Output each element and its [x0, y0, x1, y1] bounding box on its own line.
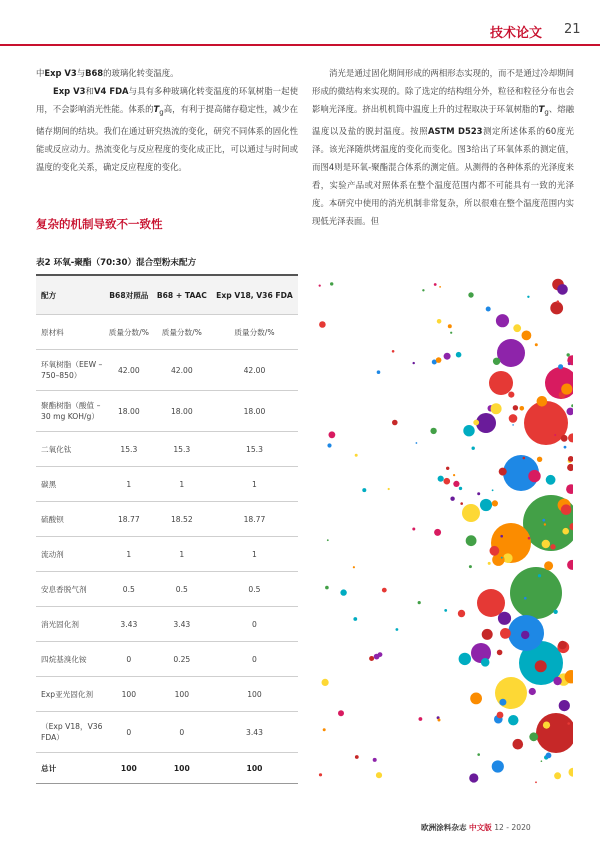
paint-droplet [568, 433, 573, 442]
table-cell: 1 [211, 467, 298, 502]
paint-droplet [558, 641, 567, 650]
table-cell: 原材料 [36, 315, 105, 350]
paint-droplet [456, 352, 462, 358]
table-cell: 0 [105, 642, 153, 677]
table-cell: 四烷基溴化铵 [36, 642, 105, 677]
table-cell: 质量分数/% [153, 315, 211, 350]
paint-droplet [418, 601, 421, 604]
paint-droplet [557, 300, 560, 303]
table-cell: 1 [105, 537, 153, 572]
paint-droplet [472, 447, 475, 450]
table-cell: 3.43 [153, 607, 211, 642]
right-column [312, 64, 574, 230]
paint-droplet [567, 464, 573, 471]
table-cell: 42.00 [211, 350, 298, 391]
paint-droplet [558, 364, 563, 369]
paint-droplet [553, 610, 557, 614]
paint-droplet [564, 446, 567, 449]
paint-droplet [503, 553, 513, 563]
paint-droplet [566, 484, 573, 494]
paint-droplet [512, 424, 514, 426]
paint-droplet [567, 353, 570, 356]
table-cell: 100 [105, 753, 153, 784]
paint-droplet [499, 468, 507, 476]
paint-droplet [392, 350, 395, 353]
table-cell: 质量分数/% [105, 315, 153, 350]
footer-brand: 欧洲涂料杂志 [421, 823, 467, 832]
paint-droplet [459, 653, 471, 665]
table-cell: 100 [153, 753, 211, 784]
paint-droplet [437, 319, 442, 324]
page-number: 21 [564, 22, 581, 37]
table-cell: 15.3 [153, 432, 211, 467]
paint-droplet [419, 717, 423, 721]
paint-droplet [369, 656, 374, 661]
paint-droplet [430, 428, 436, 434]
table-header-cell: 配方 [36, 276, 105, 315]
table-row [36, 537, 298, 572]
paint-droplet [492, 760, 504, 772]
paint-droplet [468, 292, 473, 297]
paint-droplet [520, 406, 525, 411]
paint-droplet [562, 528, 569, 535]
section-subheading: 复杂的机制导致不一致性 [36, 217, 163, 231]
paint-droplet [527, 296, 529, 298]
paint-droplet [538, 574, 541, 577]
table-row [36, 572, 298, 607]
paint-droplet [567, 722, 570, 725]
paint-droplet [355, 755, 359, 759]
paint-droplet [353, 617, 357, 621]
paint-droplet [498, 612, 511, 625]
table-row [36, 677, 298, 712]
paint-blob [477, 589, 505, 617]
paint-droplet [458, 610, 465, 617]
paint-droplet [550, 544, 555, 549]
paint-droplet [557, 284, 568, 295]
paint-droplet [329, 431, 336, 438]
table-cell: 消光固化剂 [36, 607, 105, 642]
paint-droplet [444, 609, 447, 612]
table-cell: 18.00 [211, 391, 298, 432]
paint-splash-illustration [311, 273, 573, 791]
header-rule [0, 44, 600, 46]
paint-droplet [330, 282, 333, 285]
paint-droplet [535, 343, 538, 346]
table-cell: 0.5 [105, 572, 153, 607]
paint-droplet [434, 529, 441, 536]
paint-droplet [554, 772, 561, 779]
paint-droplet [450, 332, 452, 334]
paint-droplet [535, 660, 547, 672]
table-header-cell: B68对照品 [105, 276, 153, 315]
paint-droplet [319, 773, 322, 776]
paint-droplet [469, 773, 478, 782]
table-cell: 安息香脱气剂 [36, 572, 105, 607]
paint-droplet [438, 719, 441, 722]
paint-droplet [537, 457, 542, 462]
paint-droplet [513, 324, 521, 332]
paint-droplet [529, 688, 536, 695]
paint-droplet [319, 321, 326, 328]
table-cell: 1 [105, 467, 153, 502]
paint-droplet [416, 442, 418, 444]
table-cell: 15.3 [105, 432, 153, 467]
paint-droplet [453, 474, 455, 476]
footer-issue: 12 - 2020 [494, 823, 531, 832]
paint-droplet [463, 425, 474, 436]
paint-droplet [480, 499, 492, 511]
table-cell: 0.25 [153, 642, 211, 677]
paint-droplet [413, 362, 415, 364]
paint-droplet [550, 302, 563, 315]
paint-droplet [497, 650, 503, 656]
paint-droplet [561, 435, 568, 442]
paint-droplet [544, 523, 546, 525]
paint-droplet [509, 414, 518, 423]
paint-droplet [554, 434, 556, 436]
paint-droplet [374, 654, 380, 660]
table-row [36, 712, 298, 753]
table-cell: 15.3 [211, 432, 298, 467]
paint-droplet [490, 546, 500, 556]
paint-droplet [508, 715, 518, 725]
table-header-cell: Exp V18, V36 FDA [211, 276, 298, 315]
table-cell: 100 [153, 677, 211, 712]
paint-droplet [567, 560, 573, 570]
paint-droplet [362, 488, 366, 492]
paint-droplet [522, 331, 532, 341]
paint-blob [536, 713, 573, 753]
paint-droplet [501, 557, 503, 559]
table-cell: 1 [153, 467, 211, 502]
footer-edition: 中文版 [468, 823, 492, 832]
paint-droplet [528, 470, 540, 482]
paint-droplet [513, 405, 518, 410]
paint-droplet [338, 710, 344, 716]
paint-droplet [542, 519, 545, 522]
paint-droplet [535, 781, 537, 783]
section-title: 技术论文 [490, 26, 543, 41]
paint-droplet [569, 768, 574, 777]
paint-droplet [469, 565, 472, 568]
paint-droplet [496, 314, 509, 327]
table-cell: 0 [211, 607, 298, 642]
table-cell: 3.43 [105, 607, 153, 642]
table-row [36, 607, 298, 642]
paint-droplet [493, 358, 500, 365]
paint-droplet [521, 631, 529, 639]
table-header-cell: B68 + TAAC [153, 276, 211, 315]
table-header-row [36, 276, 298, 315]
table-cell: 0 [153, 712, 211, 753]
paint-droplet [544, 561, 553, 570]
paint-droplet [561, 504, 572, 515]
paint-droplet [500, 628, 511, 639]
paint-droplet [470, 693, 482, 705]
paint-droplet [477, 492, 480, 495]
paint-droplet [559, 700, 570, 711]
paint-droplet [448, 324, 452, 328]
paint-droplet [500, 535, 503, 538]
paint-droplet [446, 467, 449, 470]
paint-droplet [473, 420, 479, 426]
table-row [36, 467, 298, 502]
table-cell: 质量分数/% [211, 315, 298, 350]
paint-droplet [529, 732, 538, 741]
table-cell: 硫酸钡 [36, 502, 105, 537]
table-cell: 42.00 [105, 350, 153, 391]
paint-droplet [444, 478, 451, 485]
paint-droplet [561, 384, 572, 395]
paint-droplet [508, 392, 514, 398]
paint-droplet [513, 739, 524, 750]
table-cell: 18.77 [105, 502, 153, 537]
table-cell: 二氧化钛 [36, 432, 105, 467]
paint-droplet [322, 679, 329, 686]
table-row [36, 391, 298, 432]
paint-droplet [327, 443, 331, 447]
paint-droplet [355, 454, 358, 457]
table-cell: Exp亚光固化剂 [36, 677, 105, 712]
paint-droplet [388, 488, 390, 490]
table-cell: 总计 [36, 753, 105, 784]
paint-droplet [373, 758, 377, 762]
paint-droplet [327, 539, 329, 541]
paint-droplet [325, 586, 329, 590]
paint-droplet [353, 566, 355, 568]
table-row [36, 350, 298, 391]
paint-droplet [396, 628, 399, 631]
table-cell: 100 [211, 753, 298, 784]
paint-splash-svg [311, 273, 573, 791]
footer [421, 822, 531, 833]
paint-droplet [436, 357, 442, 363]
table-cell: 1 [153, 537, 211, 572]
paint-droplet [439, 286, 441, 288]
table-row [36, 502, 298, 537]
table-cell: 0.5 [211, 572, 298, 607]
table-cell: 42.00 [153, 350, 211, 391]
paint-droplet [528, 537, 531, 540]
table-title: 表2 环氧-聚酯（70:30）混合型粉末配方 [36, 258, 197, 268]
left-column [36, 64, 298, 176]
paint-droplet [450, 497, 454, 501]
table-cell: 18.52 [153, 502, 211, 537]
paint-droplet [382, 588, 387, 593]
paint-droplet [568, 362, 571, 365]
paint-droplet [453, 481, 459, 487]
table-cell: 100 [211, 677, 298, 712]
paint-droplet [466, 535, 477, 546]
paint-droplet [486, 307, 491, 312]
paint-droplet [523, 457, 526, 460]
table-cell: 0 [211, 642, 298, 677]
paint-droplet [571, 404, 573, 407]
table-cell: 18.00 [153, 391, 211, 432]
table-cell: 0 [105, 712, 153, 753]
table-total-row [36, 753, 298, 784]
right-paragraph: 消光是通过固化期间形成的两相形态实现的，而不是通过冷却期间形成的微结构来实现的。除了选定的结构组分外，粒径和粒径分布也会影响光泽度。挤出机机筒中温度上升的过程取决于环氧树脂的$T_g$、熔融温度以及盐的脱封温度。按照ASTM D523测定所述体系的60度光泽。该光泽随烘烤温度的变化而变化。图3给出了环氧体系的测定值，而图4则是环氧-聚酯混合体系的测定值。从测得的各种体系的光泽度来看，实验产品或对照体系在整个温度范围内都不可能具有一致的光泽度。本研究中使用的消光机制非常复杂，所以很难在整个温度范围内实现低光泽表面。但 [312, 68, 575, 226]
paint-blob [497, 339, 525, 367]
paint-droplet [524, 597, 527, 600]
table-cell: 碳黑 [36, 467, 105, 502]
paint-droplet [434, 283, 437, 286]
paint-blob [462, 504, 480, 522]
paint-droplet [460, 502, 463, 505]
paint-blob [495, 677, 527, 709]
table-cell: 1 [211, 537, 298, 572]
left-paragraph-1: 中Exp V3与B68的玻璃化转变温度。 [36, 68, 179, 78]
paint-droplet [376, 772, 382, 778]
paint-droplet [340, 589, 346, 595]
paint-droplet [377, 370, 381, 374]
paint-droplet [392, 420, 398, 426]
paint-droplet [553, 677, 561, 685]
paint-droplet [319, 285, 321, 287]
paint-droplet [541, 760, 543, 762]
table-cell: 18.00 [105, 391, 153, 432]
table-cell: 环氧树脂（EEW – 750–850） [36, 350, 105, 391]
table-row [36, 315, 298, 350]
paint-droplet [477, 753, 480, 756]
paint-droplet [492, 489, 494, 491]
paint-droplet [542, 540, 550, 548]
paint-droplet [491, 403, 502, 414]
table-row [36, 432, 298, 467]
table-cell: 18.77 [211, 502, 298, 537]
table-cell: 3.43 [211, 712, 298, 753]
paint-droplet [444, 353, 451, 360]
table-row [36, 642, 298, 677]
paint-droplet [567, 408, 574, 416]
paint-droplet [499, 699, 506, 706]
paint-droplet [323, 728, 326, 731]
table-cell: （Exp V18，V36 FDA） [36, 712, 105, 753]
paint-droplet [546, 753, 552, 759]
paint-droplet [422, 289, 424, 291]
left-paragraph-2: Exp V3和V4 FDA与具有多种玻璃化转变温度的环氧树脂一起使用，不会影响消光性能。体系的$T_g$高，有利于提高储存稳定性，减少在储存期间的结块。我们在通过研究热流的变化，研究不同体系的固化性能或反应动力。热流变化与反应程度的变化成正比，可以通过与时间或温度的变化关系，确定反应程度的变化。 [36, 86, 299, 172]
formulation-table [36, 276, 298, 784]
paint-droplet [482, 629, 493, 640]
paint-droplet [438, 476, 444, 482]
paint-droplet [497, 712, 504, 719]
paint-droplet [543, 722, 550, 729]
paint-blob [489, 371, 513, 395]
paint-droplet [546, 475, 556, 485]
table-cell: 0.5 [153, 572, 211, 607]
paint-droplet [488, 562, 491, 565]
paint-droplet [481, 658, 490, 667]
paint-droplet [412, 528, 415, 531]
paint-droplet [537, 396, 548, 407]
table-cell: 100 [105, 677, 153, 712]
table-cell: 流动剂 [36, 537, 105, 572]
paint-droplet [459, 487, 462, 490]
paint-droplet [492, 500, 498, 506]
table-cell: 聚酯树脂（酸值 – 30 mg KOH/g） [36, 391, 105, 432]
